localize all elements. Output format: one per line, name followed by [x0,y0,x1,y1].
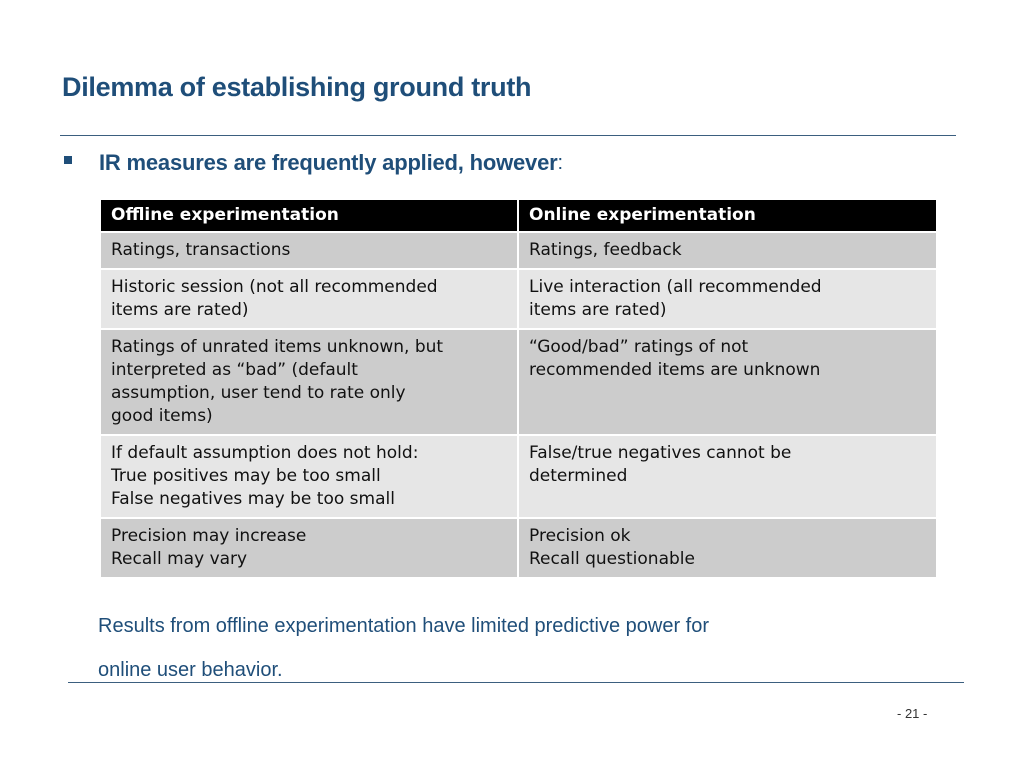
cell-line: Ratings, feedback [529,240,682,260]
table-row [100,435,937,518]
online-cell [518,232,937,269]
slide-title: Dilemma of establishing ground truth [62,72,532,102]
offline-cell [100,435,518,518]
cell-line: Ratings of unrated items unknown, but [111,337,444,357]
offline-cell [100,269,518,329]
offline-cell [100,329,518,435]
cell-line: False/true negatives cannot be [529,443,792,463]
online-cell [518,269,937,329]
square-bullet-icon [64,156,72,164]
table-row [100,269,937,329]
cell-line: Ratings, transactions [111,240,291,260]
cell-line: If default assumption does not hold: [111,443,419,463]
cell-line: Historic session (not all recommended [111,277,438,297]
cell-line: determined [529,466,628,486]
bullet-text: IR measures are frequently applied, however [99,150,558,175]
page-number: - 21 - [897,706,928,721]
title-divider [60,135,956,136]
cell-line: Recall questionable [529,549,695,569]
cell-line: Live interaction (all recommended [529,277,822,297]
header-offline: Offline experimentation [100,199,518,232]
conclusion-text [98,604,709,692]
conclusion-line: Results from offline experimentation have limited predictive power for [98,615,710,637]
cell-line: True positives may be too small [111,466,381,486]
table-row [100,518,937,578]
cell-line: items are rated) [111,300,249,320]
online-cell [518,518,937,578]
conclusion-line: online user behavior. [98,659,283,681]
cell-line: “Good/bad” ratings of not [529,337,749,357]
cell-line: Precision ok [529,526,631,546]
cell-line: good items) [111,406,213,426]
cell-line: items are rated) [529,300,667,320]
table-header-row [100,199,937,232]
bullet-colon: : [557,151,564,174]
cell-line: Precision may increase [111,526,307,546]
cell-line: interpreted as “bad” (default [111,360,358,380]
comparison-table [99,198,938,579]
cell-line: recommended items are unknown [529,360,821,380]
table-row [100,329,937,435]
cell-line: False negatives may be too small [111,489,395,509]
header-online: Online experimentation [518,199,937,232]
footer-divider [68,682,964,683]
offline-cell [100,232,518,269]
offline-cell [100,518,518,578]
cell-line: assumption, user tend to rate only [111,383,406,403]
cell-line: Recall may vary [111,549,248,569]
online-cell [518,435,937,518]
table-row [100,232,937,269]
bullet-point [64,150,563,176]
online-cell [518,329,937,435]
